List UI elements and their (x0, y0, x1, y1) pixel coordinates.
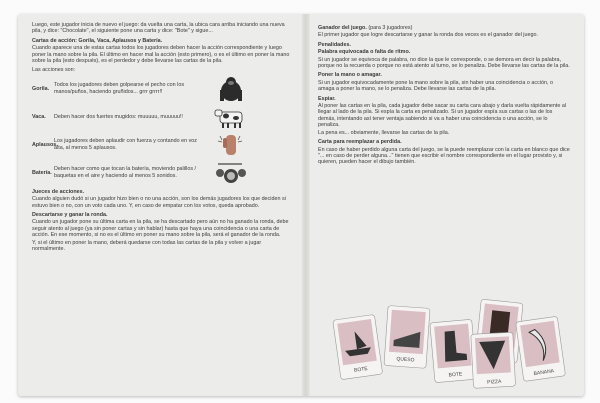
card-word: BOTE (448, 371, 463, 379)
drums-icon (212, 160, 250, 186)
lost-card-paragraph: En caso de haber perdido alguna carta del juego, se la puede reemplazar con la carta en blanco que dice "... en caso de perder alguna..." tienen que escribir el nombre correspondiente en el lugar provisto y, si quieren, pueden hacer el dibujo también. (318, 146, 570, 166)
actions-heading: Cartas de acción: Gorila, Vaca, Aplausos y Batería. (32, 37, 163, 44)
action-label: Vaca. (32, 113, 46, 120)
card-word: BOTE (353, 365, 369, 374)
penalty-wrong-word-paragraph: Si un jugador se equivoca de palabra, no dice la que le corresponde, o se demora en decir la palabra, porque no la recuerda o porque no está atento al turno, se lo penaliza. Debe llevarse las cartas de la pila. (318, 56, 570, 70)
action-text: Deben hacer como que tocan la batería, moviendo palillos / baquetas en el aire y haciendo al menos 5 sonidos. (54, 166, 197, 179)
winner-heading (318, 25, 570, 31)
penalty-hand-heading: Poner la mano o amagar. (318, 72, 382, 79)
discard-paragraph: Cuando un jugador pone su última carta en la pila, se ha descartado pero aún no ha ganado la ronda, debe seguir atento al juego (ya sin poner cartas y sin hablar) hasta que haya una coincidencia o una carta de acción. En ese momento, si no es el último en poner su mano sobre la pila, será el ganador de la ronda. (32, 219, 289, 239)
action-text: Deben hacer dos fuertes mugidos: muuuuu, muuuuu!! (54, 113, 183, 120)
judges-paragraph: Cuando alguien dudó si un jugador hizo bien o no una acción, son los demás jugadores los que deciden si estuvo bien o no, con un voto cada uno. Y, en caso de empatar con los votos, queda aprobado. (32, 196, 286, 209)
right-page (318, 22, 570, 167)
winner-title: Ganador del juego. (318, 25, 367, 31)
lost-card-heading: Carta para reemplazar a perdida. (318, 139, 402, 146)
action-item-aplausos (32, 132, 294, 158)
penalties-heading: Penalidades. (318, 41, 351, 48)
action-label: Aplausos. (32, 141, 58, 148)
spy-paragraph: Al poner las cartas en la pila, cada jugador debe sacar su carta cara abajo y darla vuelta rápidamente al llegar al lado de la pila. Si espía la carta es penalizado. Si un jugador espía sus cartas o las de los demás, intentando así tener ventaja sabiendo si va a haber una coincidencia o una acción, se lo penaliza. (318, 103, 567, 129)
card (384, 306, 430, 369)
winner-note: (para 3 jugadores) (368, 25, 413, 31)
card (516, 316, 566, 381)
penalty-wrong-word-heading: Palabra equivocada o falta de ritmo. (318, 49, 411, 56)
spy-ending: La pena es... obviamente, llevarse las cartas de la pila. (318, 129, 450, 136)
discard-ending: Y, si el último en poner la mano, deberá quedarse con todas las cartas de la pila y volver a jugar normalmente. (32, 239, 262, 253)
center-fold (302, 14, 310, 396)
judges-heading: Jueces de acciones. (32, 188, 85, 195)
action-item-vaca (32, 104, 294, 130)
discard-heading: Descartarse y ganar la ronda. (32, 212, 108, 219)
intro-paragraph: Luego, este jugador inicia de nuevo el juego: da vuelta una carta, la ubica cara arriba iniciando una nueva pila, y dice: "Chocolate", el siguiente pone una carta y dice: "Bote" y sigue... (32, 22, 285, 35)
left-page (32, 22, 294, 254)
clapping-hands-icon (212, 132, 250, 158)
instruction-sheet (18, 14, 584, 396)
card-word: PIZZA (487, 378, 502, 386)
card-word: BANANA (533, 368, 555, 378)
card (333, 314, 383, 379)
penalty-hand-paragraph: Si un jugador equivocadamente pone la mano sobre la pila, sin haber una coincidencia o acción, o amaga a poner la mano, se lo penaliza. Debe llevarse las cartas de la pila. (318, 79, 553, 93)
actions-paragraph: Cuando aparece una de estas cartas todos los jugadores deben hacer la acción correspondiente y luego poner la mano sobre la pila. El último en hacer mal la acción (esto primero), o es el último en poner la mano sobre la pila (esto después), es el perdedor y debe llevarse las cartas de la pila. (32, 45, 290, 65)
spy-heading: Espiar. (318, 95, 336, 102)
gorilla-icon (212, 76, 250, 102)
winner-paragraph: El primer jugador que logre descartarse y ganar la ronda dos veces es el ganador del juego. (318, 32, 538, 39)
actions-intro: Las acciones son: (32, 67, 76, 74)
action-label: Gorila. (32, 85, 50, 92)
action-text: Todos los jugadores deben golpearse el pecho con los manos/puños, haciendo gruñidos... grrr grrrr!! (54, 82, 185, 95)
action-item-gorila (32, 76, 294, 102)
card-word: QUESO (396, 356, 415, 364)
card (471, 332, 516, 388)
action-label: Batería. (32, 169, 52, 176)
cow-icon (212, 104, 250, 130)
action-text: Los jugadores deben aplaudir con fuerza y contando en voz alta, al menos 5 aplausos. (54, 138, 197, 151)
card (430, 319, 477, 382)
card-illustration (328, 297, 568, 389)
action-item-bateria (32, 160, 294, 186)
